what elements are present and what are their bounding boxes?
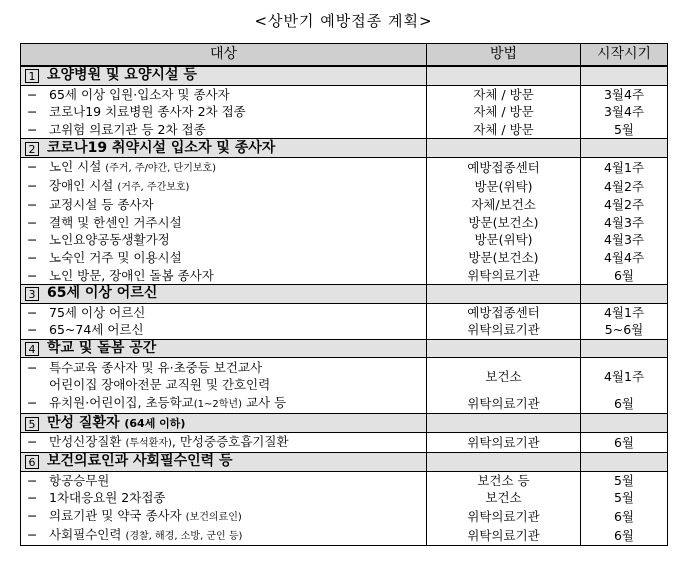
table-row [21, 157, 668, 177]
target-cell [21, 266, 427, 284]
start-cell: 5월 [581, 489, 668, 507]
target-cell [21, 249, 427, 267]
section-method-cell [427, 339, 581, 358]
table-row [21, 507, 668, 526]
target-cell [21, 471, 427, 489]
section-title-cell [21, 339, 427, 358]
bullet-dash: − [27, 526, 38, 542]
bullet-dash: − [27, 360, 38, 376]
method-cell: 위탁의료기관 [427, 526, 581, 546]
section-number: 2 [25, 142, 39, 156]
target-cell [21, 432, 427, 452]
section-subtitle: (64세 이하) [124, 416, 186, 430]
section-title: 만성 질환자 [47, 414, 125, 431]
method-cell: 위탁의료기관 [427, 321, 581, 339]
method-cell: 위탁의료기관 [427, 394, 581, 414]
target-text-suffix: , 만성중증호흡기질환 [171, 433, 289, 449]
method-cell: 보건소 [427, 358, 581, 395]
section-header-row [21, 339, 668, 358]
table-body [21, 66, 668, 545]
section-title-cell [21, 414, 427, 433]
method-cell: 자체 / 방문 [427, 103, 581, 121]
bullet-dash: − [27, 197, 38, 213]
start-cell: 3월4주 [581, 85, 668, 103]
start-cell: 4월4주 [581, 249, 668, 267]
start-cell: 6월 [581, 526, 668, 546]
target-cell [21, 321, 427, 339]
section-method-cell [427, 414, 581, 433]
table-row [21, 85, 668, 103]
section-start-cell [581, 414, 668, 433]
start-cell: 4월2주 [581, 196, 668, 214]
start-cell: 5월 [581, 471, 668, 489]
target-note: (보건의료인) [185, 511, 242, 523]
bullet-dash: − [27, 214, 38, 230]
method-cell: 위탁의료기관 [427, 432, 581, 452]
target-cell [21, 121, 427, 139]
bullet-dash: − [27, 177, 38, 193]
target-text: 유치원·어린이집, 초등학교 [49, 395, 194, 411]
table-row [21, 249, 668, 267]
section-method-cell [427, 452, 581, 471]
table-row [21, 103, 668, 121]
target-cell [21, 394, 427, 414]
section-number: 6 [25, 455, 39, 469]
section-title-cell [21, 139, 427, 158]
section-start-cell [581, 284, 668, 303]
method-cell: 방문(보건소) [427, 214, 581, 232]
section-start-cell [581, 452, 668, 471]
section-title-cell [21, 452, 427, 471]
section-title-cell [21, 284, 427, 303]
target-text: 장애인 시설 [49, 177, 118, 193]
bullet-dash: − [27, 322, 38, 338]
section-start-cell [581, 339, 668, 358]
page-title: <상반기 예방접종 계획> [254, 12, 433, 30]
bullet-dash: − [27, 395, 38, 411]
target-cell [21, 231, 427, 249]
table-row [21, 471, 668, 489]
bullet-dash: − [27, 104, 38, 120]
start-cell: 4월3주 [581, 231, 668, 249]
table-row [21, 266, 668, 284]
start-cell: 4월1주 [581, 358, 668, 395]
target-text: 사회필수인력 [49, 526, 126, 542]
method-cell: 위탁의료기관 [427, 266, 581, 284]
target-text: 1차대응요원 2차접종 [49, 490, 166, 506]
section-title: 요양병원 및 요양시설 등 [47, 67, 197, 84]
section-number: 1 [25, 69, 39, 83]
target-text: 항공승무원 [49, 472, 110, 488]
method-cell: 방문(위탁) [427, 231, 581, 249]
target-cell [21, 177, 427, 196]
method-cell: 자체 / 방문 [427, 121, 581, 139]
target-text-suffix: 교사 등 [241, 395, 287, 411]
table-row [21, 358, 668, 395]
start-cell: 5월 [581, 121, 668, 139]
target-text: 고위험 의료기관 등 2차 접종 [49, 122, 206, 138]
table-row [21, 526, 668, 546]
table-row [21, 394, 668, 414]
target-text: 노인요양공동생활가정 [49, 232, 170, 248]
target-note: (1~2학년) [193, 399, 242, 411]
target-text: 노인 방문, 장애인 돌봄 종사자 [49, 267, 214, 283]
section-header-row [21, 284, 668, 303]
section-header-row [21, 139, 668, 158]
section-start-cell [581, 66, 668, 85]
table-row [21, 196, 668, 214]
section-start-cell [581, 139, 668, 158]
section-title: 65세 이상 어르신 [47, 285, 158, 302]
bullet-dash: − [27, 507, 38, 523]
method-cell: 예방접종센터 [427, 157, 581, 177]
target-note: (주거, 주/야간, 단기보호) [105, 162, 217, 174]
start-cell: 3월4주 [581, 103, 668, 121]
table-row [21, 489, 668, 507]
target-cell [21, 196, 427, 214]
header-target: 대상 [21, 44, 427, 67]
target-cell [21, 157, 427, 177]
bullet-dash: − [27, 86, 38, 102]
target-note: (경찰, 해경, 소방, 군인 등) [125, 530, 243, 542]
target-note: (투석환자) [125, 437, 172, 449]
target-note: (거주, 주간보호) [117, 181, 190, 193]
target-cell [21, 214, 427, 232]
bullet-dash: − [27, 122, 38, 138]
bullet-dash: − [27, 433, 38, 449]
target-text: 75세 이상 어르신 [49, 304, 146, 320]
start-cell: 6월 [581, 266, 668, 284]
target-text: 특수교육 종사자 및 유·초중등 보건교사 [49, 360, 263, 376]
header-start: 시작시기 [581, 44, 668, 67]
method-cell: 자체/보건소 [427, 196, 581, 214]
method-cell: 방문(위탁) [427, 177, 581, 196]
method-cell: 보건소 등 [427, 471, 581, 489]
section-number: 4 [25, 342, 39, 356]
target-text: 의료기관 및 약국 종사자 [49, 507, 186, 523]
section-title: 보건의료인과 사회필수인력 등 [47, 453, 233, 470]
section-title: 코로나19 취약시설 입소자 및 종사자 [47, 139, 276, 156]
table-row [21, 177, 668, 196]
vaccination-plan-table [20, 43, 668, 546]
target-text: 65세 이상 입원·입소자 및 종사자 [49, 86, 230, 102]
start-cell: 6월 [581, 507, 668, 526]
target-cell [21, 489, 427, 507]
bullet-dash: − [27, 490, 38, 506]
table-header-row [21, 44, 668, 67]
section-number: 5 [25, 417, 39, 431]
start-cell: 6월 [581, 394, 668, 414]
table-row [21, 303, 668, 321]
target-text: 노숙인 거주 및 이용시설 [49, 250, 182, 266]
bullet-dash: − [27, 158, 38, 174]
bullet-dash: − [27, 232, 38, 248]
target-cell [21, 358, 427, 395]
method-cell: 위탁의료기관 [427, 507, 581, 526]
section-header-row [21, 414, 668, 433]
section-method-cell [427, 66, 581, 85]
section-header-row [21, 452, 668, 471]
start-cell: 4월3주 [581, 214, 668, 232]
target-text: 코로나19 치료병원 종사자 2차 접종 [49, 104, 246, 120]
method-cell: 보건소 [427, 489, 581, 507]
section-method-cell [427, 284, 581, 303]
target-text: 65~74세 어르신 [49, 322, 144, 338]
target-text: 교정시설 등 종사자 [49, 197, 154, 213]
target-cell [21, 526, 427, 546]
section-header-row [21, 66, 668, 85]
table-row [21, 121, 668, 139]
method-cell: 예방접종센터 [427, 303, 581, 321]
target-cell [21, 103, 427, 121]
table-row [21, 231, 668, 249]
start-cell: 5~6월 [581, 321, 668, 339]
table-row [21, 214, 668, 232]
table-row [21, 321, 668, 339]
header-method: 방법 [427, 44, 581, 67]
start-cell: 4월1주 [581, 157, 668, 177]
bullet-dash: − [27, 250, 38, 266]
target-text: 노인 시설 [49, 158, 106, 174]
start-cell: 4월2주 [581, 177, 668, 196]
target-text-line2: 어린이집 장애아전문 교직원 및 간호인력 [49, 377, 271, 393]
section-method-cell [427, 139, 581, 158]
bullet-dash: − [27, 304, 38, 320]
target-text: 결핵 및 한센인 거주시설 [49, 214, 182, 230]
target-cell [21, 85, 427, 103]
method-cell: 자체 / 방문 [427, 85, 581, 103]
section-title: 학교 및 돌봄 공간 [47, 340, 157, 357]
bullet-dash: − [27, 472, 38, 488]
start-cell: 4월1주 [581, 303, 668, 321]
section-number: 3 [25, 287, 39, 301]
section-title-cell [21, 66, 427, 85]
bullet-dash: − [27, 267, 38, 283]
target-cell [21, 507, 427, 526]
target-cell [21, 303, 427, 321]
table-row [21, 432, 668, 452]
start-cell: 6월 [581, 432, 668, 452]
method-cell: 방문(보건소) [427, 249, 581, 267]
target-text: 만성신장질환 [49, 433, 126, 449]
